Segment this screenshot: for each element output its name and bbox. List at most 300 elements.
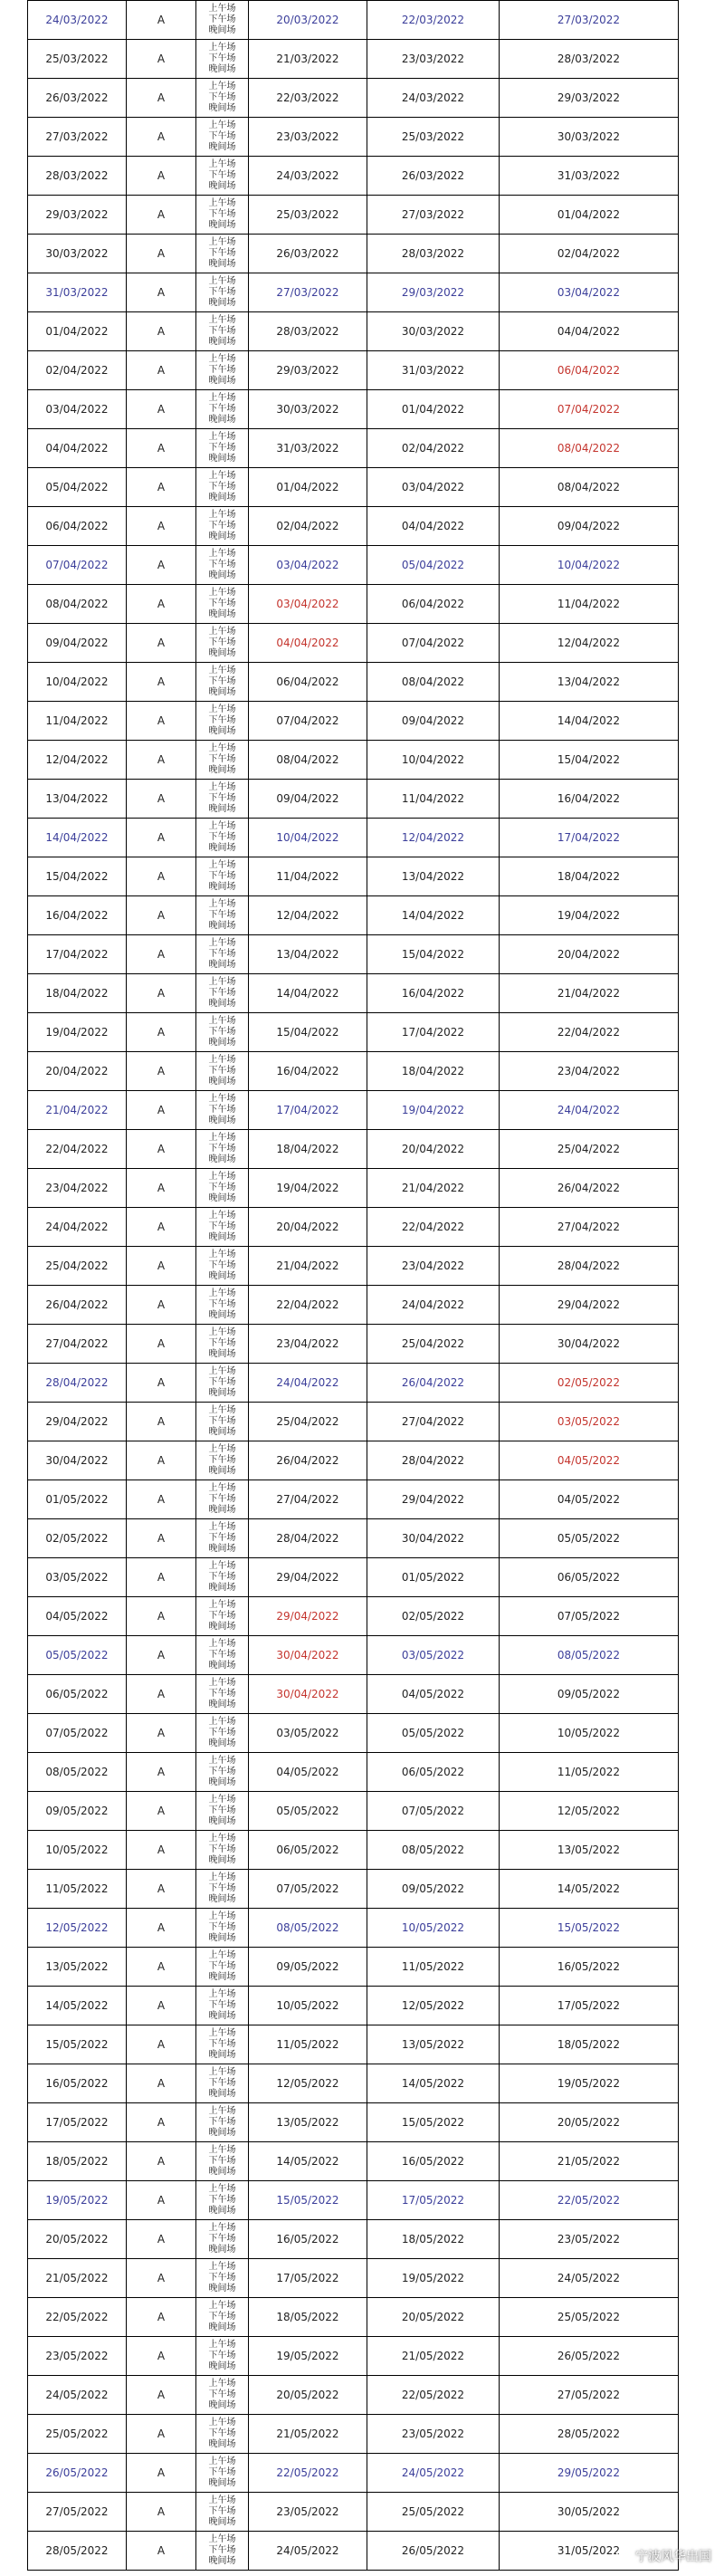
row-date-2: 17/04/2022: [367, 1013, 500, 1052]
row-date-1: 23/03/2022: [249, 118, 367, 157]
row-date-1: 21/05/2022: [249, 2415, 367, 2454]
session-line: 晚间场: [208, 2206, 236, 2216]
row-date-1: 16/04/2022: [249, 1052, 367, 1091]
session-line: 晚间场: [208, 1077, 236, 1087]
session-line: 上午场: [208, 2184, 236, 2194]
row-type: A: [127, 1403, 196, 1441]
session-cell: [196, 702, 249, 741]
session-line: 下午场: [208, 1260, 236, 1270]
row-date-1: 06/05/2022: [249, 1831, 367, 1870]
session-line: 晚间场: [208, 493, 236, 503]
row-date-1: 23/04/2022: [249, 1325, 367, 1364]
session-line: 下午场: [208, 287, 236, 297]
row-date-3: 11/05/2022: [500, 1753, 679, 1792]
row-date: 01/04/2022: [28, 312, 127, 351]
session-line: 晚间场: [208, 25, 236, 35]
row-date-3: 11/04/2022: [500, 585, 679, 624]
row-date-1: 01/04/2022: [249, 468, 367, 507]
row-date-3: 08/04/2022: [500, 468, 679, 507]
table-row: [28, 1714, 679, 1753]
row-type: A: [127, 702, 196, 741]
table-row: [28, 1208, 679, 1247]
session-line: 晚间场: [208, 531, 236, 541]
row-type: A: [127, 1441, 196, 1480]
session-line: 下午场: [208, 2545, 236, 2555]
session-line: 下午场: [208, 2234, 236, 2244]
row-date: 15/05/2022: [28, 2025, 127, 2064]
row-date-1: 12/05/2022: [249, 2064, 367, 2103]
row-type: A: [127, 974, 196, 1013]
session-line: 晚间场: [208, 999, 236, 1009]
row-date: 10/05/2022: [28, 1831, 127, 1870]
session-cell: [196, 1052, 249, 1091]
session-cell: [196, 1480, 249, 1519]
session-line: 晚间场: [208, 843, 236, 853]
session-cell: [196, 79, 249, 118]
session-line: 上午场: [208, 1717, 236, 1727]
row-type: A: [127, 1325, 196, 1364]
row-date-3: 23/04/2022: [500, 1052, 679, 1091]
row-type: A: [127, 663, 196, 702]
session-line: 上午场: [208, 821, 236, 831]
session-line: 上午场: [208, 2456, 236, 2466]
row-date-1: 20/04/2022: [249, 1208, 367, 1247]
table-row: [28, 1675, 679, 1714]
row-date: 20/04/2022: [28, 1052, 127, 1091]
row-date-1: 11/04/2022: [249, 857, 367, 896]
session-line: 下午场: [208, 793, 236, 803]
session-line: 晚间场: [208, 2167, 236, 2177]
session-line: 下午场: [208, 1416, 236, 1426]
row-type: A: [127, 1753, 196, 1792]
table-row: [28, 351, 679, 390]
session-line: 晚间场: [208, 1700, 236, 1709]
row-date: 17/04/2022: [28, 935, 127, 974]
session-line: 下午场: [208, 676, 236, 686]
session-line: 上午场: [208, 432, 236, 442]
session-line: 下午场: [208, 2039, 236, 2049]
session-line: 晚间场: [208, 454, 236, 464]
session-cell: [196, 819, 249, 857]
row-date-3: 06/05/2022: [500, 1558, 679, 1597]
session-line: 下午场: [208, 365, 236, 375]
session-cell: [196, 1909, 249, 1948]
row-type: A: [127, 1169, 196, 1208]
session-line: 下午场: [208, 1922, 236, 1932]
session-line: 下午场: [208, 1611, 236, 1621]
session-cell: [196, 1597, 249, 1636]
row-date-3: 12/04/2022: [500, 624, 679, 663]
row-date-1: 25/03/2022: [249, 196, 367, 235]
row-type: A: [127, 935, 196, 974]
session-line: 晚间场: [208, 1544, 236, 1554]
session-cell: [196, 2142, 249, 2181]
session-cell: [196, 2220, 249, 2259]
session-line: 上午场: [208, 1405, 236, 1415]
row-date: 13/05/2022: [28, 1948, 127, 1987]
row-date: 28/05/2022: [28, 2532, 127, 2571]
session-cell: [196, 1753, 249, 1792]
row-type: A: [127, 2220, 196, 2259]
row-type: A: [127, 1558, 196, 1597]
row-date-1: 14/04/2022: [249, 974, 367, 1013]
row-date-2: 14/05/2022: [367, 2064, 500, 2103]
row-date: 16/04/2022: [28, 896, 127, 935]
table-row: [28, 1247, 679, 1286]
session-cell: [196, 351, 249, 390]
table-row: [28, 1169, 679, 1208]
row-date-3: 28/05/2022: [500, 2415, 679, 2454]
row-date-3: 10/04/2022: [500, 546, 679, 585]
session-line: 下午场: [208, 1961, 236, 1971]
row-date-2: 18/05/2022: [367, 2220, 500, 2259]
session-cell: [196, 780, 249, 819]
session-line: 下午场: [208, 1299, 236, 1309]
session-line: 上午场: [208, 1211, 236, 1221]
row-date-2: 23/05/2022: [367, 2415, 500, 2454]
table-row: [28, 1597, 679, 1636]
session-line: 晚间场: [208, 1427, 236, 1437]
session-line: 晚间场: [208, 570, 236, 580]
row-date-1: 10/04/2022: [249, 819, 367, 857]
row-date: 28/03/2022: [28, 157, 127, 196]
session-line: 晚间场: [208, 2089, 236, 2099]
session-line: 晚间场: [208, 220, 236, 230]
row-date-2: 26/04/2022: [367, 1364, 500, 1403]
row-type: A: [127, 857, 196, 896]
table-row: [28, 2493, 679, 2532]
row-type: A: [127, 819, 196, 857]
session-line: 上午场: [208, 1522, 236, 1532]
session-cell: [196, 2415, 249, 2454]
session-line: 上午场: [208, 743, 236, 753]
session-cell: [196, 1364, 249, 1403]
row-date: 29/04/2022: [28, 1403, 127, 1441]
session-line: 下午场: [208, 1572, 236, 1582]
table-row: [28, 79, 679, 118]
session-line: 晚间场: [208, 2011, 236, 2021]
row-date-2: 27/04/2022: [367, 1403, 500, 1441]
row-date-1: 31/03/2022: [249, 429, 367, 468]
row-date-1: 03/05/2022: [249, 1714, 367, 1753]
table-row: [28, 1441, 679, 1480]
row-type: A: [127, 546, 196, 585]
table-row: [28, 1403, 679, 1441]
table-row: [28, 1091, 679, 1130]
session-line: 上午场: [208, 81, 236, 91]
table-row: [28, 507, 679, 546]
session-cell: [196, 2181, 249, 2220]
session-cell: [196, 935, 249, 974]
session-line: 晚间场: [208, 1894, 236, 1904]
row-type: A: [127, 1013, 196, 1052]
row-date: 19/04/2022: [28, 1013, 127, 1052]
session-line: 下午场: [208, 1650, 236, 1660]
session-line: 下午场: [208, 2000, 236, 2010]
session-line: 晚间场: [208, 1583, 236, 1593]
row-date-3: 15/05/2022: [500, 1909, 679, 1948]
row-date-3: 16/05/2022: [500, 1948, 679, 1987]
table-row: [28, 2103, 679, 2142]
session-cell: [196, 2376, 249, 2415]
row-date: 09/04/2022: [28, 624, 127, 663]
row-type: A: [127, 1286, 196, 1325]
row-date-3: 30/05/2022: [500, 2493, 679, 2532]
session-line: 晚间场: [208, 1193, 236, 1203]
row-date-3: 28/03/2022: [500, 40, 679, 79]
table-row: [28, 2298, 679, 2337]
session-line: 上午场: [208, 2106, 236, 2116]
row-date-3: 18/04/2022: [500, 857, 679, 896]
row-date-3: 27/03/2022: [500, 1, 679, 40]
table-row: [28, 741, 679, 780]
row-date-2: 24/03/2022: [367, 79, 500, 118]
table-row: [28, 2025, 679, 2064]
table-row: [28, 2181, 679, 2220]
session-cell: [196, 312, 249, 351]
row-date-1: 10/05/2022: [249, 1987, 367, 2025]
row-type: A: [127, 1831, 196, 1870]
row-type: A: [127, 235, 196, 273]
session-line: 下午场: [208, 482, 236, 492]
session-cell: [196, 546, 249, 585]
row-type: A: [127, 1675, 196, 1714]
row-date: 30/04/2022: [28, 1441, 127, 1480]
row-date-2: 24/04/2022: [367, 1286, 500, 1325]
session-line: 晚间场: [208, 2556, 236, 2566]
row-date-1: 07/05/2022: [249, 1870, 367, 1909]
table-row: [28, 2376, 679, 2415]
row-date-2: 11/05/2022: [367, 1948, 500, 1987]
row-date-1: 18/05/2022: [249, 2298, 367, 2337]
session-line: 上午场: [208, 2495, 236, 2505]
row-type: A: [127, 2298, 196, 2337]
session-cell: [196, 40, 249, 79]
row-date-2: 01/05/2022: [367, 1558, 500, 1597]
row-date-3: 29/04/2022: [500, 1286, 679, 1325]
session-line: 晚间场: [208, 2517, 236, 2527]
row-date: 24/03/2022: [28, 1, 127, 40]
row-date-3: 29/05/2022: [500, 2454, 679, 2493]
row-date-3: 17/04/2022: [500, 819, 679, 857]
row-type: A: [127, 2259, 196, 2298]
row-date-1: 26/03/2022: [249, 235, 367, 273]
session-line: 上午场: [208, 120, 236, 130]
row-date: 23/04/2022: [28, 1169, 127, 1208]
row-date-3: 20/04/2022: [500, 935, 679, 974]
table-row: [28, 1519, 679, 1558]
session-line: 晚间场: [208, 2439, 236, 2449]
session-line: 上午场: [208, 1250, 236, 1259]
session-line: 晚间场: [208, 142, 236, 152]
row-type: A: [127, 1480, 196, 1519]
row-date-1: 29/04/2022: [249, 1597, 367, 1636]
session-line: 上午场: [208, 393, 236, 403]
session-line: 下午场: [208, 2117, 236, 2127]
row-date: 25/04/2022: [28, 1247, 127, 1286]
session-line: 下午场: [208, 637, 236, 647]
session-cell: [196, 2454, 249, 2493]
row-date-1: 23/05/2022: [249, 2493, 367, 2532]
row-type: A: [127, 2025, 196, 2064]
table-row: [28, 1987, 679, 2025]
row-date-1: 09/05/2022: [249, 1948, 367, 1987]
row-date-3: 03/05/2022: [500, 1403, 679, 1441]
table-row: [28, 118, 679, 157]
session-line: 晚间场: [208, 2245, 236, 2255]
session-cell: [196, 1441, 249, 1480]
table-row: [28, 1753, 679, 1792]
session-line: 晚间场: [208, 1271, 236, 1281]
row-date-3: 13/05/2022: [500, 1831, 679, 1870]
session-line: 上午场: [208, 1133, 236, 1143]
session-line: 上午场: [208, 1911, 236, 1921]
session-line: 晚间场: [208, 1972, 236, 1982]
session-line: 下午场: [208, 1533, 236, 1543]
row-date-2: 28/04/2022: [367, 1441, 500, 1480]
row-date-2: 13/05/2022: [367, 2025, 500, 2064]
row-date-2: 08/05/2022: [367, 1831, 500, 1870]
session-line: 下午场: [208, 871, 236, 881]
table-row: [28, 857, 679, 896]
row-type: A: [127, 1870, 196, 1909]
session-line: 下午场: [208, 53, 236, 63]
session-line: 下午场: [208, 1728, 236, 1738]
session-line: 下午场: [208, 1805, 236, 1815]
row-date-3: 19/04/2022: [500, 896, 679, 935]
row-type: A: [127, 2454, 196, 2493]
row-date-2: 01/04/2022: [367, 390, 500, 429]
row-date: 29/03/2022: [28, 196, 127, 235]
row-date: 26/03/2022: [28, 79, 127, 118]
row-date-3: 30/04/2022: [500, 1325, 679, 1364]
row-date: 13/04/2022: [28, 780, 127, 819]
session-cell: [196, 2337, 249, 2376]
row-date-3: 23/05/2022: [500, 2220, 679, 2259]
row-date-2: 26/05/2022: [367, 2532, 500, 2571]
session-line: 晚间场: [208, 1466, 236, 1476]
session-line: 下午场: [208, 131, 236, 141]
session-line: 下午场: [208, 1066, 236, 1076]
table-row: [28, 157, 679, 196]
session-line: 上午场: [208, 198, 236, 208]
session-cell: [196, 1, 249, 40]
row-date-1: 22/04/2022: [249, 1286, 367, 1325]
row-date-2: 21/05/2022: [367, 2337, 500, 2376]
row-date-1: 26/04/2022: [249, 1441, 367, 1480]
session-cell: [196, 1130, 249, 1169]
row-date-3: 04/04/2022: [500, 312, 679, 351]
row-date-1: 02/04/2022: [249, 507, 367, 546]
session-cell: [196, 663, 249, 702]
session-line: 晚间场: [208, 726, 236, 736]
session-line: 上午场: [208, 1561, 236, 1571]
row-type: A: [127, 1052, 196, 1091]
session-line: 下午场: [208, 443, 236, 453]
row-date: 12/04/2022: [28, 741, 127, 780]
table-row: [28, 2142, 679, 2181]
row-date-2: 16/04/2022: [367, 974, 500, 1013]
row-type: A: [127, 624, 196, 663]
row-date-1: 12/04/2022: [249, 896, 367, 935]
table-row: [28, 1948, 679, 1987]
row-date-2: 09/05/2022: [367, 1870, 500, 1909]
session-line: 晚间场: [208, 1933, 236, 1943]
row-date-3: 31/03/2022: [500, 157, 679, 196]
row-date-3: 15/04/2022: [500, 741, 679, 780]
row-type: A: [127, 2376, 196, 2415]
session-line: 晚间场: [208, 103, 236, 113]
session-line: 上午场: [208, 1989, 236, 1999]
row-date-3: 25/04/2022: [500, 1130, 679, 1169]
session-cell: [196, 2025, 249, 2064]
session-cell: [196, 468, 249, 507]
session-line: 下午场: [208, 1844, 236, 1854]
table-row: [28, 1286, 679, 1325]
row-type: A: [127, 40, 196, 79]
table-row: [28, 1130, 679, 1169]
row-type: A: [127, 118, 196, 157]
table-row: [28, 390, 679, 429]
row-type: A: [127, 312, 196, 351]
session-line: 上午场: [208, 1483, 236, 1493]
row-date-2: 10/05/2022: [367, 1909, 500, 1948]
row-date-3: 04/05/2022: [500, 1441, 679, 1480]
table-row: [28, 1, 679, 40]
row-date-1: 14/05/2022: [249, 2142, 367, 2181]
row-date: 08/05/2022: [28, 1753, 127, 1792]
session-cell: [196, 157, 249, 196]
session-line: 上午场: [208, 1678, 236, 1688]
table-row: [28, 1325, 679, 1364]
session-line: 下午场: [208, 521, 236, 531]
session-line: 下午场: [208, 1105, 236, 1115]
session-line: 晚间场: [208, 2400, 236, 2410]
session-line: 下午场: [208, 2467, 236, 2477]
row-type: A: [127, 429, 196, 468]
session-cell: [196, 1169, 249, 1208]
session-cell: [196, 1831, 249, 1870]
session-line: 晚间场: [208, 64, 236, 74]
wechat-icon: [616, 2550, 631, 2562]
row-date-1: 24/03/2022: [249, 157, 367, 196]
table-row: [28, 40, 679, 79]
session-line: 上午场: [208, 276, 236, 286]
session-line: 晚间场: [208, 2361, 236, 2371]
session-line: 下午场: [208, 754, 236, 764]
row-date: 02/04/2022: [28, 351, 127, 390]
row-date: 30/03/2022: [28, 235, 127, 273]
table-row: [28, 273, 679, 312]
row-type: A: [127, 2142, 196, 2181]
row-type: A: [127, 1519, 196, 1558]
session-line: 上午场: [208, 43, 236, 53]
session-line: 下午场: [208, 1767, 236, 1776]
row-date-2: 18/04/2022: [367, 1052, 500, 1091]
row-date-3: 28/04/2022: [500, 1247, 679, 1286]
table-row: [28, 1480, 679, 1519]
row-type: A: [127, 2064, 196, 2103]
schedule-table: [27, 0, 679, 2571]
table-row: [28, 1792, 679, 1831]
session-line: 下午场: [208, 949, 236, 959]
table-row: [28, 585, 679, 624]
table-row: [28, 1870, 679, 1909]
table-row: [28, 2064, 679, 2103]
row-type: A: [127, 2415, 196, 2454]
session-cell: [196, 1013, 249, 1052]
session-cell: [196, 1325, 249, 1364]
